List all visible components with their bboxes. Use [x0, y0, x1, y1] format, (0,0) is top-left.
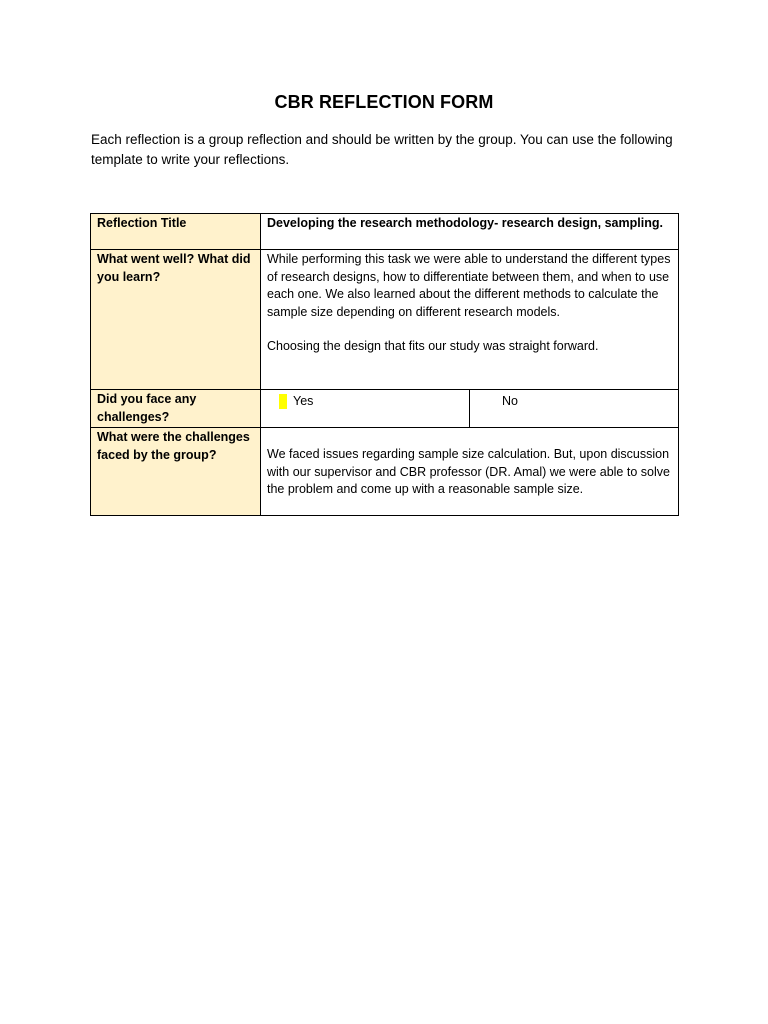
went-well-paragraph-2: Choosing the design that fits our study was straight forward. — [267, 339, 599, 353]
yes-option-label: Yes — [293, 394, 314, 408]
went-well-label: What went well? What did you learn? — [91, 250, 261, 390]
no-option-label: No — [502, 394, 518, 408]
reflection-title-value: Developing the research methodology- research design, sampling. — [261, 214, 679, 250]
went-well-answer — [261, 250, 679, 390]
yes-highlight-marker — [279, 394, 287, 409]
intro-text: Each reflection is a group reflection and should be written by the group. You can use the following template to write your reflections. — [91, 132, 673, 167]
yes-option-cell[interactable] — [261, 390, 470, 428]
challenges-faced-text: We faced issues regarding sample size calculation. But, upon discussion with our supervisor and CBR professor (DR. Amal) we were able to solve the problem and come up with a reasonable sample size. — [267, 447, 670, 496]
reflection-table — [90, 213, 679, 516]
challenges-faced-label: What were the challenges faced by the group? — [91, 428, 261, 516]
page-title: CBR REFLECTION FORM — [274, 92, 494, 112]
table-row — [91, 428, 679, 516]
reflection-title-label: Reflection Title — [91, 214, 261, 250]
challenges-question-label: Did you face any challenges? — [91, 390, 261, 428]
table-row — [91, 250, 679, 390]
went-well-paragraph-1: While performing this task we were able to understand the different types of research designs, how to differentiate between them, and when to use each one. We also learned about the different methods to calculate the sample size depending on different research models. — [267, 252, 671, 319]
table-row — [91, 214, 679, 250]
table-row — [91, 390, 679, 428]
no-option-cell[interactable] — [470, 390, 679, 428]
challenges-faced-answer — [261, 428, 679, 516]
